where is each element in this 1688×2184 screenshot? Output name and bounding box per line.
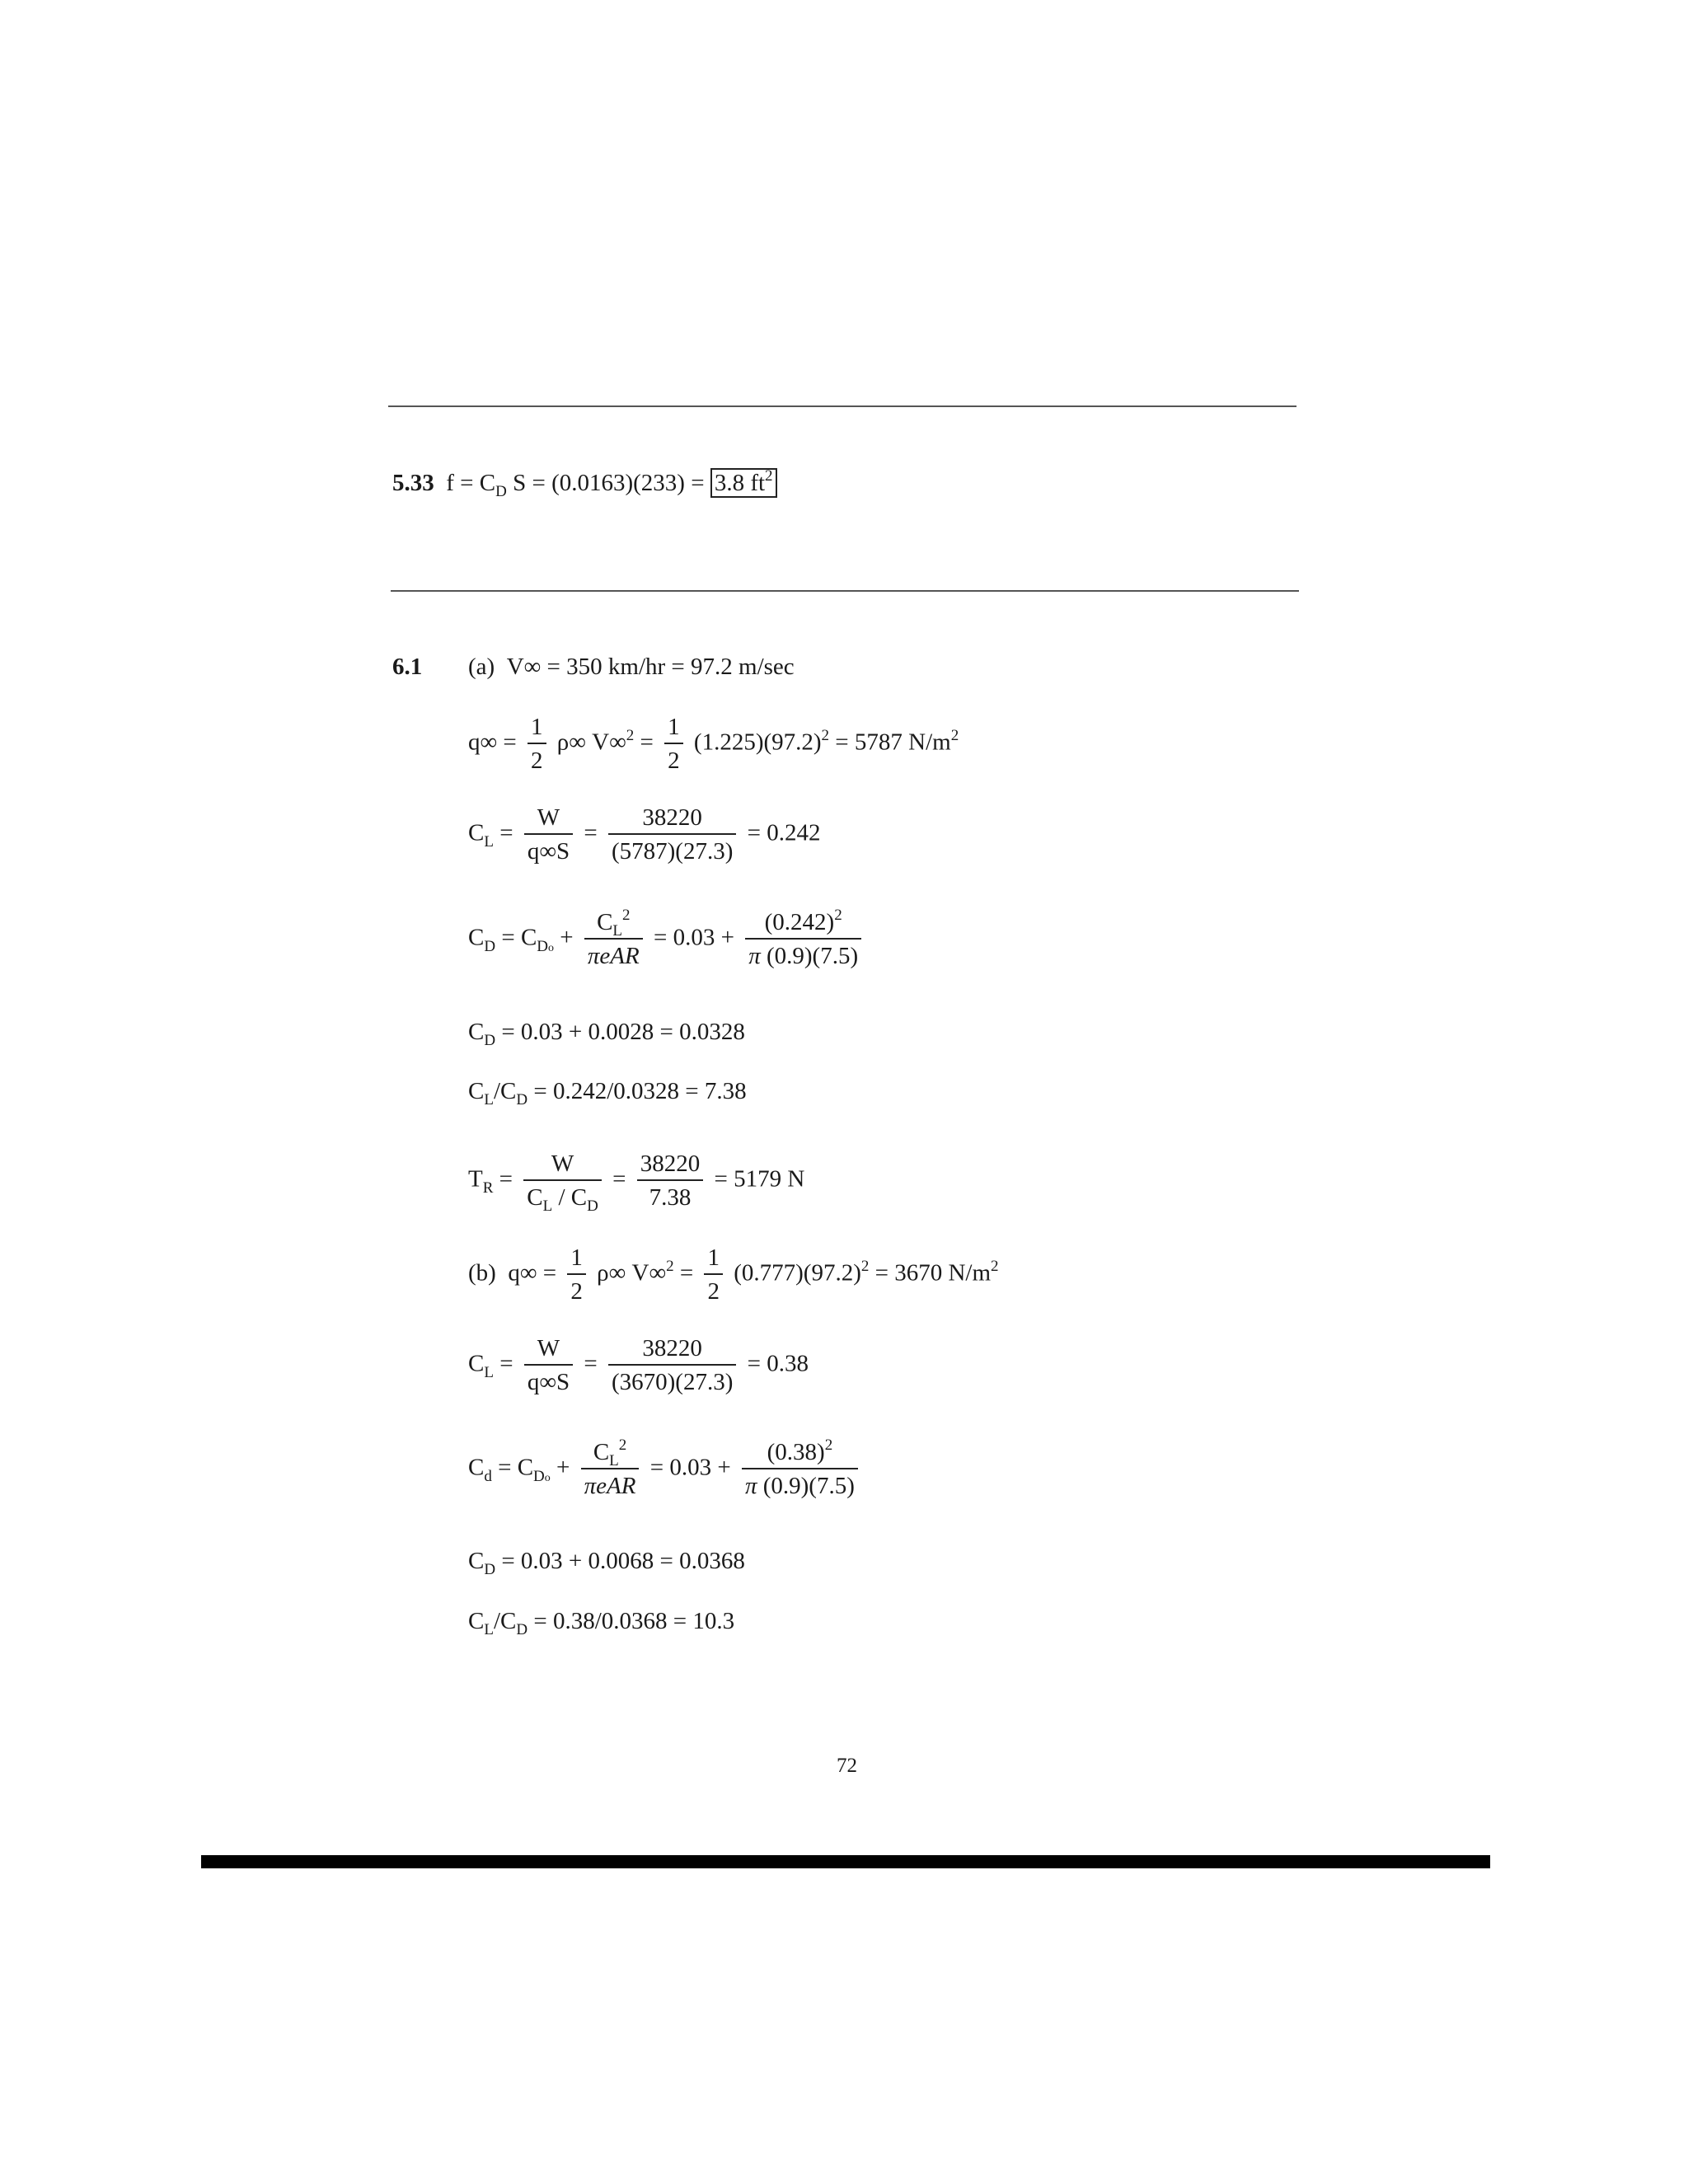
separator-rule-top xyxy=(388,405,1296,407)
page-number: 72 xyxy=(837,1755,857,1777)
fraction-cl-values: $\frac{38220}{(5787)(27.3)}$ xyxy=(608,806,736,864)
problem-number: 5.33 xyxy=(392,470,434,496)
eq-a-thrust-required: $T_R$ = $\frac{W}{C_L / C_D}$ = $\frac{38220}{7.38}$ = 5179 N xyxy=(468,1151,805,1215)
fraction-w-over-qs: $\frac{W}{q\infty S}$ xyxy=(524,1337,573,1394)
eq-b-dynamic-pressure: (b) q∞ = $\frac{1}{2}$ ρ∞ V∞$^2$ = $\frac{1}{2}$ $(0.777)(97.2)^2 = 3670$ $N/m^2$ xyxy=(468,1244,999,1305)
fraction-half: $\frac{1}{2}$ xyxy=(664,715,683,773)
problem-number-6-1: 6.1 xyxy=(392,654,423,680)
fraction-w-over-qs: $\frac{W}{q\infty S}$ xyxy=(524,806,573,864)
fraction-induced-drag-values: $\frac{(0.38)^2}{\pi (0.9)(7.5)}$ xyxy=(742,1441,858,1498)
fraction-tr-values: $\frac{38220}{7.38}$ xyxy=(637,1152,704,1210)
fraction-induced-drag: $\frac{C_L^2}{\text{πeAR}}$ xyxy=(584,911,643,968)
problem-5-33-line: 5.33 $f = C_D$ S = (0.0163)(233) = 3.8 $ft^2$ xyxy=(392,471,777,495)
fraction-induced-drag: $\frac{C_L^2}{\text{πeAR}}$ xyxy=(581,1441,640,1498)
eq-a-dynamic-pressure: q∞ = $\frac{1}{2}$ ρ∞ V∞$^2$ = $\frac{1}{2}$ $(1.225)(97.2)^2 = 5787$ $N/m^2$ xyxy=(468,714,959,774)
part-a-velocity: (a) V∞ = 350 km/hr = 97.2 m/sec xyxy=(468,654,795,680)
boxed-answer: 3.8 $ft^2$ xyxy=(710,468,777,498)
fraction-half: $\frac{1}{2}$ xyxy=(567,1246,586,1304)
fraction-half: $\frac{1}{2}$ xyxy=(704,1246,723,1304)
eq-a-lift-drag-ratio: $C_L/C_D = 0.242/0.0328 = 7.38$ xyxy=(468,1078,747,1108)
fraction-w-over-ratio: $\frac{W}{C_L / C_D}$ xyxy=(523,1152,602,1210)
fraction-half: $\frac{1}{2}$ xyxy=(528,715,546,773)
eq-b-lift-coefficient: $C_L$ = $\frac{W}{q\infty S}$ = $\frac{38220}{(3670)(27.3)}$ = 0.38 xyxy=(468,1335,809,1395)
separator-rule-middle xyxy=(391,590,1299,592)
eq-a-drag-coefficient: $C_D = C_{Do}$ + $\frac{C_L^2}{\text{πeAR}}$ = 0.03 + $\frac{(0.242)^2}{\pi (0.9)(7.5)}$ xyxy=(468,911,866,968)
eq-a-drag-sum: $C_D = 0.03 + 0.0028 = 0.0328$ xyxy=(468,1019,745,1049)
eq-b-lift-drag-ratio: $C_L/C_D = 0.38/0.0368 = 10.3$ xyxy=(468,1608,735,1638)
eq-b-drag-sum: $C_D = 0.03 + 0.0068 = 0.0368$ xyxy=(468,1548,745,1578)
bottom-bar xyxy=(201,1855,1490,1868)
eq-a-lift-coefficient: $C_L$ = $\frac{W}{q\infty S}$ = $\frac{38220}{(5787)(27.3)}$ = 0.242 xyxy=(468,804,821,865)
fraction-induced-drag-values: $\frac{(0.242)^2}{\pi (0.9)(7.5)}$ xyxy=(745,911,861,968)
eq-b-drag-coefficient: $C_d = C_{Do}$ + $\frac{C_L^2}{\text{πeAR}}$ = 0.03 + $\frac{(0.38)^2}{\pi (0.9)(7.5)}$ xyxy=(468,1441,863,1498)
fraction-cl-values: $\frac{38220}{(3670)(27.3)}$ xyxy=(608,1337,736,1394)
